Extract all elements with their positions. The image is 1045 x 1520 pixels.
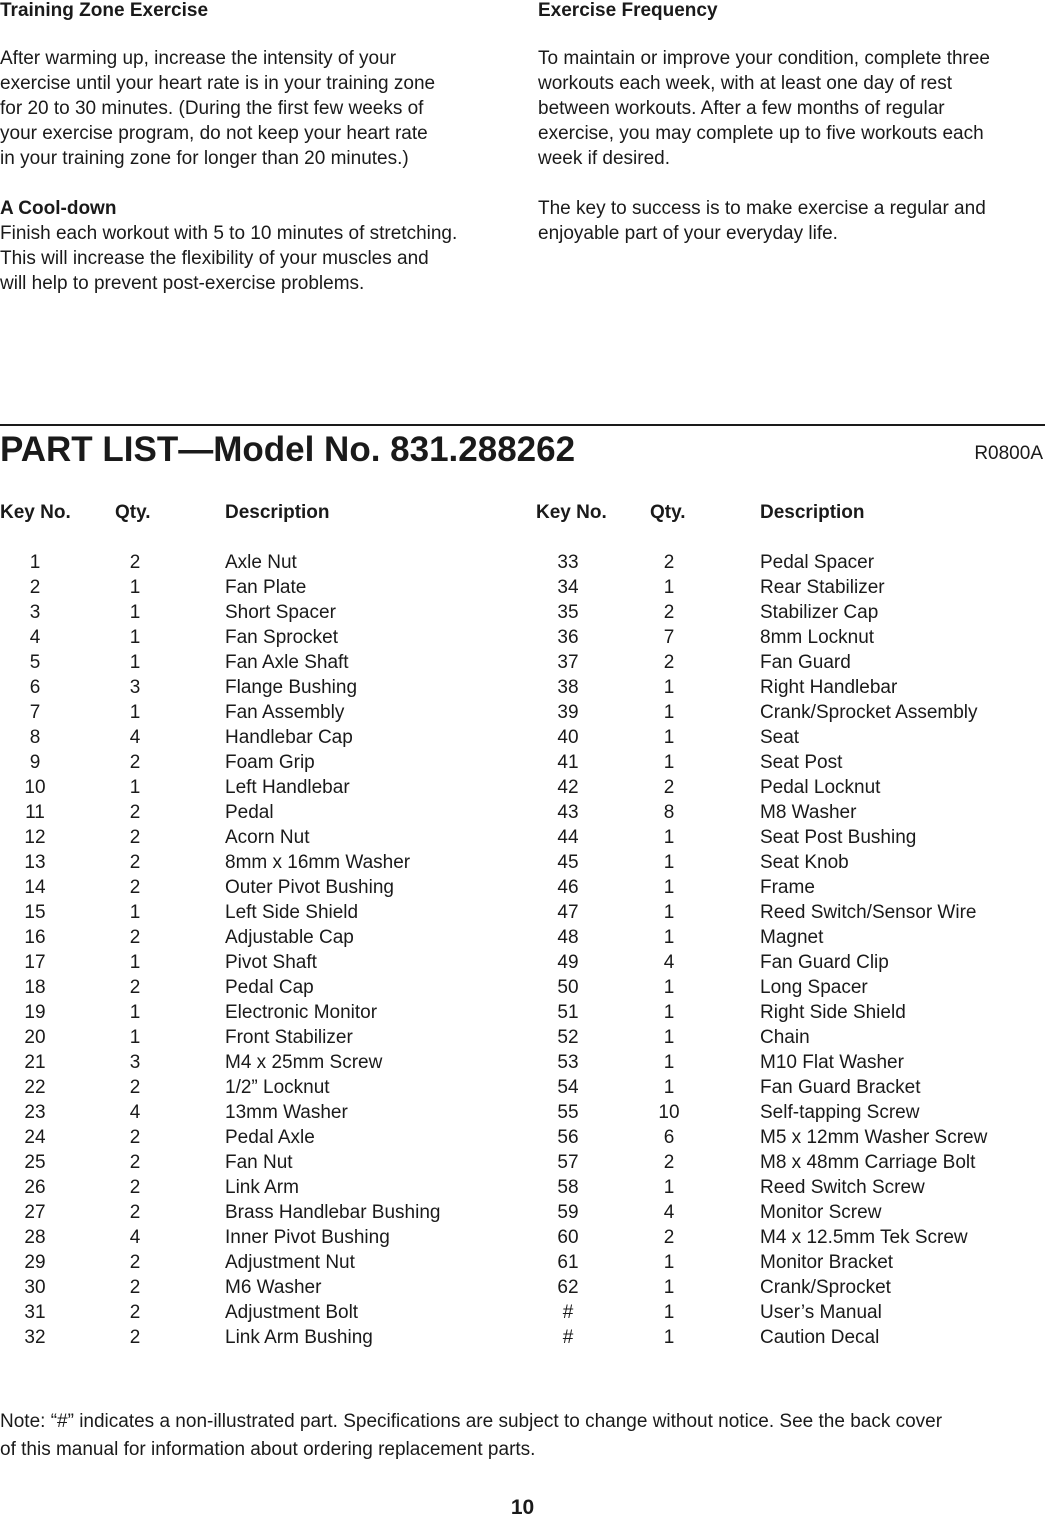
key-number: 62 [557,1277,579,1298]
key-number: 30 [24,1277,46,1298]
quantity: 2 [129,802,141,823]
quantity: 2 [663,1227,675,1248]
quantity: 7 [663,627,675,648]
quantity: 1 [663,1052,675,1073]
table-row [0,650,1045,675]
title-rule [0,424,1045,426]
quantity: 2 [129,1202,141,1223]
part-description: Pivot Shaft [225,952,317,973]
key-number: 42 [557,777,579,798]
key-number: 26 [24,1177,46,1198]
quantity: 2 [663,777,675,798]
part-description: Magnet [760,927,824,948]
frequency-heading: Exercise Frequency [538,0,718,21]
key-number: 19 [24,1002,46,1023]
key-number: 15 [24,902,46,923]
key-number: 20 [24,1027,46,1048]
key-number: 11 [25,802,45,823]
key-number: 38 [557,677,579,698]
part-description: Right Handlebar [760,677,898,698]
quantity: 1 [663,877,675,898]
cool-down-text: Finish each workout with 5 to 10 minutes of stretching. This will increase the flexibility of your muscles and will help to prevent post-exercise problems. [0,223,458,294]
key-number: 39 [557,702,579,723]
key-number: 43 [557,802,579,823]
table-row [0,725,1045,750]
key-number: 25 [24,1152,46,1173]
quantity: 4 [663,952,675,973]
revision-code: R0800A [974,443,1043,464]
quantity: 2 [129,927,141,948]
table-row [0,925,1045,950]
table-row [0,550,1045,575]
part-description: Stabilizer Cap [760,602,879,623]
col-key-right: Key No. [536,502,607,523]
key-number: 17 [24,952,46,973]
quantity: 8 [663,802,675,823]
frequency-text: To maintain or improve your condition, complete three workouts each week, with at least one day of rest between workouts. After a few months of regular exercise, you may complete up to five workouts each week if desired. [538,48,991,169]
quantity: 4 [129,1102,141,1123]
part-description: Seat Post [760,752,843,773]
quantity: 3 [129,677,141,698]
table-row [0,875,1045,900]
quantity: 1 [129,1027,141,1048]
table-row [0,1200,1045,1225]
key-number: 8 [29,727,41,748]
part-description: Frame [760,877,815,898]
quantity: 1 [663,1177,675,1198]
quantity: 2 [129,1327,141,1348]
part-description: 8mm Locknut [760,627,875,648]
table-row [0,950,1045,975]
quantity: 4 [129,727,141,748]
key-number: 5 [29,652,41,673]
table-row [0,675,1045,700]
key-number: # [562,1327,574,1348]
key-number: 9 [29,752,41,773]
quantity: 3 [129,1052,141,1073]
part-description: Handlebar Cap [225,727,353,748]
part-description: Crank/Sprocket Assembly [760,702,978,723]
part-description: Rear Stabilizer [760,577,885,598]
part-description: Fan Nut [225,1152,293,1173]
key-number: 28 [24,1227,46,1248]
quantity: 2 [663,1152,675,1173]
part-description: Seat Knob [760,852,849,873]
key-number: 33 [557,552,579,573]
key-number: 10 [24,777,46,798]
quantity: 2 [129,1302,141,1323]
part-description: M4 x 25mm Screw [225,1052,383,1073]
key-number: 29 [24,1252,46,1273]
quantity: 1 [129,602,141,623]
quantity: 1 [129,1002,141,1023]
part-description: Fan Sprocket [225,627,338,648]
part-description: M5 x 12mm Washer Screw [760,1127,988,1148]
part-description: Front Stabilizer [225,1027,353,1048]
key-number: 60 [557,1227,579,1248]
part-description: M6 Washer [225,1277,322,1298]
part-description: Chain [760,1027,810,1048]
quantity: 1 [663,927,675,948]
quantity: 2 [129,827,141,848]
key-number: 37 [557,652,579,673]
part-description: Seat Post Bushing [760,827,917,848]
table-row [0,1275,1045,1300]
table-row [0,1225,1045,1250]
page-number: 10 [510,1496,535,1519]
quantity: 2 [129,1177,141,1198]
quantity: 2 [129,1077,141,1098]
part-description: Monitor Screw [760,1202,882,1223]
quantity: 1 [663,977,675,998]
quantity: 1 [663,1077,675,1098]
part-description: Pedal Axle [225,1127,315,1148]
part-description: Axle Nut [225,552,297,573]
quantity: 2 [129,1252,141,1273]
quantity: 1 [129,777,141,798]
key-number: 12 [24,827,46,848]
quantity: 1 [663,577,675,598]
key-number: 7 [29,702,41,723]
key-number: 58 [557,1177,579,1198]
key-number: 49 [557,952,579,973]
part-description: Fan Guard [760,652,851,673]
part-description: Adjustment Nut [225,1252,355,1273]
table-row [0,1325,1045,1350]
part-description: Electronic Monitor [225,1002,378,1023]
col-description-left: Description [225,502,330,523]
quantity: 4 [663,1202,675,1223]
table-row [0,900,1045,925]
key-number: 45 [557,852,579,873]
table-row [0,1150,1045,1175]
part-description: Link Arm Bushing [225,1327,373,1348]
key-number: 24 [24,1127,46,1148]
col-description-right: Description [760,502,865,523]
quantity: 1 [129,902,141,923]
part-description: Flange Bushing [225,677,358,698]
quantity: 10 [658,1102,680,1123]
quantity: 2 [129,1152,141,1173]
table-row [0,625,1045,650]
part-description: Monitor Bracket [760,1252,894,1273]
part-description: M10 Flat Washer [760,1052,904,1073]
table-row [0,1075,1045,1100]
quantity: 1 [663,1027,675,1048]
part-description: Seat [760,727,800,748]
col-qty-left: Qty. [115,502,151,523]
part-description: Pedal [225,802,274,823]
key-number: 52 [557,1027,579,1048]
key-number: 50 [557,977,579,998]
table-row [0,775,1045,800]
key-number: 3 [29,602,41,623]
quantity: 2 [129,977,141,998]
part-description: Crank/Sprocket [760,1277,891,1298]
quantity: 2 [129,1127,141,1148]
quantity: 2 [129,552,141,573]
quantity: 1 [663,702,675,723]
table-row [0,1000,1045,1025]
key-number: 40 [557,727,579,748]
key-number: 23 [24,1102,46,1123]
key-number: 41 [557,752,579,773]
key-number: 6 [29,677,41,698]
quantity: 1 [129,652,141,673]
part-description: Fan Axle Shaft [225,652,349,673]
key-number: 4 [29,627,41,648]
table-row [0,1175,1045,1200]
part-description: Fan Plate [225,577,307,598]
quantity: 1 [663,1302,675,1323]
part-description: Acorn Nut [225,827,310,848]
table-row [0,825,1045,850]
quantity: 1 [663,1002,675,1023]
quantity: 1 [663,727,675,748]
part-description: Adjustable Cap [225,927,354,948]
key-number: # [562,1302,574,1323]
quantity: 1 [663,1277,675,1298]
part-description: Left Side Shield [225,902,359,923]
table-row [0,575,1045,600]
quantity: 1 [663,1327,675,1348]
key-number: 53 [557,1052,579,1073]
col-qty-right: Qty. [650,502,686,523]
quantity: 1 [663,852,675,873]
quantity: 1 [663,752,675,773]
part-description: User’s Manual [760,1302,882,1323]
table-row [0,975,1045,1000]
table-row [0,1300,1045,1325]
quantity: 2 [129,852,141,873]
key-number: 47 [557,902,579,923]
key-number: 51 [557,1002,579,1023]
quantity: 2 [663,552,675,573]
key-number: 16 [24,927,46,948]
key-number: 57 [557,1152,579,1173]
part-description: 1/2” Locknut [225,1077,330,1098]
quantity: 1 [129,702,141,723]
quantity: 6 [663,1127,675,1148]
key-number: 61 [557,1252,579,1273]
part-description: 8mm x 16mm Washer [225,852,411,873]
key-number: 2 [29,577,41,598]
quantity: 1 [129,627,141,648]
key-number: 59 [557,1202,579,1223]
table-row [0,600,1045,625]
quantity: 2 [129,752,141,773]
quantity: 1 [663,827,675,848]
quantity: 2 [129,877,141,898]
table-row [0,750,1045,775]
quantity: 1 [129,577,141,598]
key-number: 36 [557,627,579,648]
frequency-text-2: The key to success is to make exercise a regular and enjoyable part of your everyday life. [538,198,986,244]
key-number: 1 [29,552,41,573]
key-number: 46 [557,877,579,898]
table-row [0,1125,1045,1150]
part-description: Long Spacer [760,977,868,998]
part-description: 13mm Washer [225,1102,348,1123]
quantity: 2 [663,652,675,673]
part-description: Link Arm [225,1177,299,1198]
col-key-left: Key No. [0,502,71,523]
table-row [0,800,1045,825]
part-description: Fan Assembly [225,702,345,723]
quantity: 2 [663,602,675,623]
key-number: 56 [557,1127,579,1148]
key-number: 22 [24,1077,46,1098]
part-description: M8 x 48mm Carriage Bolt [760,1152,976,1173]
key-number: 13 [24,852,46,873]
footnote: Note: “#” indicates a non-illustrated part. Specifications are subject to change without notice. See the back cover of this manual for information about ordering replacement parts. [0,1411,943,1460]
part-description: Outer Pivot Bushing [225,877,394,898]
quantity: 2 [129,1277,141,1298]
part-description: Pedal Locknut [760,777,881,798]
key-number: 14 [24,877,46,898]
quantity: 1 [663,1252,675,1273]
part-description: Self-tapping Screw [760,1102,920,1123]
key-number: 48 [557,927,579,948]
part-description: Pedal Spacer [760,552,875,573]
part-description: Foam Grip [225,752,315,773]
table-row [0,700,1045,725]
key-number: 54 [557,1077,579,1098]
key-number: 31 [24,1302,46,1323]
table-row [0,1100,1045,1125]
table-row [0,1025,1045,1050]
part-description: Reed Switch Screw [760,1177,925,1198]
key-number: 21 [24,1052,46,1073]
part-description: Left Handlebar [225,777,350,798]
training-zone-heading: Training Zone Exercise [0,0,209,21]
part-description: Pedal Cap [225,977,314,998]
part-description: Adjustment Bolt [225,1302,359,1323]
quantity: 4 [129,1227,141,1248]
key-number: 18 [24,977,46,998]
key-number: 55 [557,1102,579,1123]
cool-down-heading: A Cool-down [0,198,117,219]
part-description: Reed Switch/Sensor Wire [760,902,977,923]
part-description: M4 x 12.5mm Tek Screw [760,1227,968,1248]
part-description: Right Side Shield [760,1002,906,1023]
part-description: M8 Washer [760,802,857,823]
part-list-title: PART LIST—Model No. 831.288262 [0,430,576,469]
part-description: Fan Guard Clip [760,952,889,973]
quantity: 1 [663,677,675,698]
table-row [0,850,1045,875]
table-row [0,1050,1045,1075]
part-description: Inner Pivot Bushing [225,1227,390,1248]
part-description: Brass Handlebar Bushing [225,1202,441,1223]
quantity: 1 [663,902,675,923]
key-number: 34 [557,577,579,598]
table-row [0,1250,1045,1275]
key-number: 35 [557,602,579,623]
training-zone-text: After warming up, increase the intensity of your exercise until your heart rate is in your training zone for 20 to 30 minutes. (During the first few weeks of your exercise program, do not keep your heart rate in your training zone for longer than 20 minutes.) [0,48,436,169]
key-number: 44 [557,827,579,848]
part-description: Short Spacer [225,602,336,623]
part-description: Fan Guard Bracket [760,1077,921,1098]
part-description: Caution Decal [760,1327,880,1348]
quantity: 1 [129,952,141,973]
key-number: 27 [24,1202,46,1223]
key-number: 32 [24,1327,46,1348]
